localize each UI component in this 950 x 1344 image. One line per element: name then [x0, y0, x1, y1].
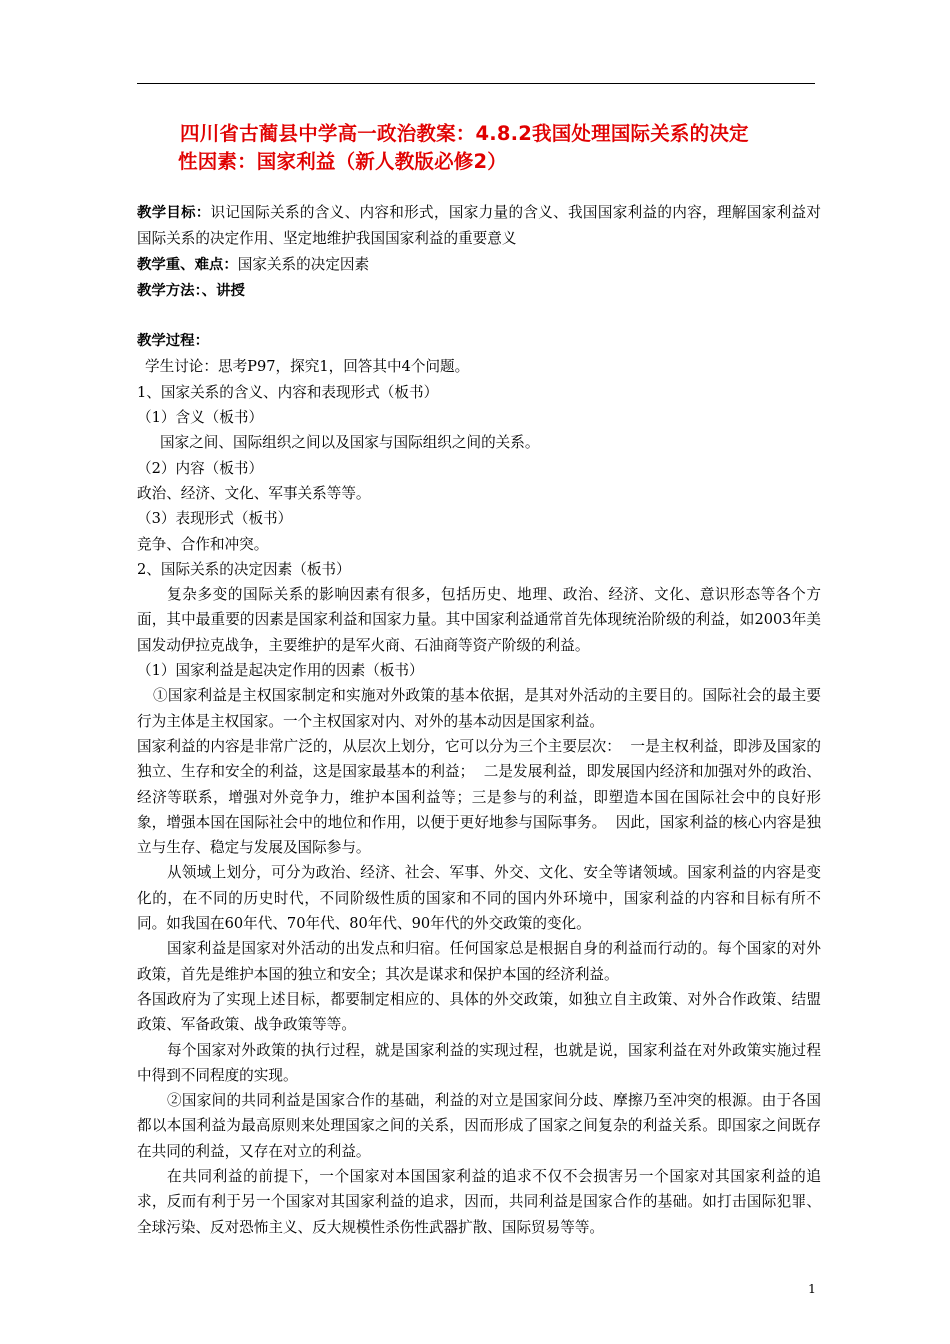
key-label: 教学重、难点： — [137, 256, 238, 273]
paragraph: 国家利益是国家对外活动的出发点和归宿。任何国家总是根据自身的利益而行动的。每个国家的对外政策，首先是维护本国的独立和安全；其次是谋求和保护本国的经济利益。 — [137, 940, 821, 983]
paragraph: 竞争、合作和冲突。 — [137, 535, 269, 553]
subheading: （1）含义（板书） — [137, 409, 264, 427]
paragraph: 各国政府为了实现上述目标，都要制定相应的、具体的外交政策，如独立自主政策、对外合作政策、结盟政策、军备政策、战争政策等等。 — [137, 990, 821, 1034]
method-label: 教学方法： — [137, 282, 202, 299]
page-title — [180, 120, 820, 176]
subheading: （3）表现形式（板书） — [137, 510, 293, 528]
goal-label: 教学目标： — [137, 205, 211, 221]
teaching-goal — [137, 200, 821, 252]
paragraph: 每个国家对外政策的执行过程，就是国家利益的实现过程，也就是说，国家利益在对外政策实施过程中得到不同程度的实现。 — [137, 1041, 821, 1084]
paragraph: 复杂多变的国际关系的影响因素有很多，包括历史、地理、政治、经济、文化、意识形态等各个方面，其中最重要的因素是国家利益和国家力量。其中国家利益通常首先体现统治阶级的利益，如2003年美国发动伊拉克战争，主要维护的是军火商、石油商等资产阶级的利益。 — [137, 586, 821, 654]
spacer — [137, 304, 821, 329]
paragraph: ②国家间的共同利益是国家合作的基础，利益的对立是国家间分歧、摩擦乃至冲突的根源。由于各国都以本国利益为最高原则来处理国家之间的关系，因而形成了国家之间复杂的利益关系。即国家之间既存在共同的利益，又存在对立的利益。 — [137, 1092, 821, 1160]
section-heading: 1、国家关系的含义、内容和表现形式（板书） — [137, 383, 439, 401]
paragraph: 从领域上划分，可分为政治、经济、社会、军事、外交、文化、安全等诸领域。国家利益的内容是变化的，在不同的历史时代，不同阶级性质的国家和不同的国内外环境中，国家利益的内容和目标有所不同。如我国在60年代、70年代、80年代、90年代的外交政策的变化。 — [137, 864, 821, 933]
section-heading: 2、国际关系的决定因素（板书） — [137, 560, 351, 578]
paragraph: 国家之间、国际组织之间以及国家与国际组织之间的关系。 — [160, 434, 540, 452]
teaching-key-points — [137, 252, 821, 278]
paragraph: 学生讨论：思考P97，探究1，回答其中4个问题。 — [145, 358, 470, 376]
paragraph: 国家利益的内容是非常广泛的，从层次上划分，它可以分为三个主要层次： 一是主权利益，即涉及国家的独立、生存和安全的利益，这是国家最基本的利益； 二是发展利益，即发展国内经济和加强对外的政治、经济等联系，增强对外竞争力，维护本国利益等；三是参与的利益，即塑造本国在国际社会中的良好形象，增强本国在国际社会中的地位和作用，以便于更好地参与国际事务。 因此，国家利益的核心内容是独立与生存、稳定与发展及国际参与。 — [137, 737, 821, 857]
subheading: （1）国家利益是起决定作用的因素（板书） — [137, 662, 424, 680]
title-line-1: 四川省古蔺县中学高一政治教案：4.8.2我国处理国际关系的决定 — [180, 122, 749, 145]
process-label: 教学过程： — [137, 333, 209, 350]
paragraph: 在共同利益的前提下，一个国家对本国国家利益的追求不仅不会损害另一个国家对其国家利益的追求，反而有利于另一个国家对其国家利益的追求，因而，共同利益是国家合作的基础。如打击国际犯罪、全球污染、反对恐怖主义、反大规模性杀伤性武器扩散、国际贸易等等。 — [137, 1167, 821, 1236]
document-body — [137, 200, 821, 1240]
header-rule — [137, 83, 815, 84]
method-text: 、讲授 — [201, 282, 245, 299]
paragraph: ①国家利益是主权国家制定和实施对外政策的基本依据，是其对外活动的主要目的。国际社会的最主要行为主体是主权国家。一个主权国家对内、对外的基本动因是国家利益。 — [137, 687, 821, 730]
teaching-method — [137, 278, 821, 304]
page-number: 1 — [808, 1281, 816, 1296]
goal-text: 识记国际关系的含义、内容和形式，国家力量的含义、我国国家利益的内容，理解国家利益对国际关系的决定作用、坚定地维护我国国家利益的重要意义 — [137, 204, 821, 248]
subheading: （2）内容（板书） — [137, 459, 264, 477]
key-text: 国家关系的决定因素 — [237, 255, 370, 273]
paragraph: 政治、经济、文化、军事关系等等。 — [137, 484, 371, 502]
title-line-2: 性因素：国家利益（新人教版必修2） — [178, 150, 507, 173]
